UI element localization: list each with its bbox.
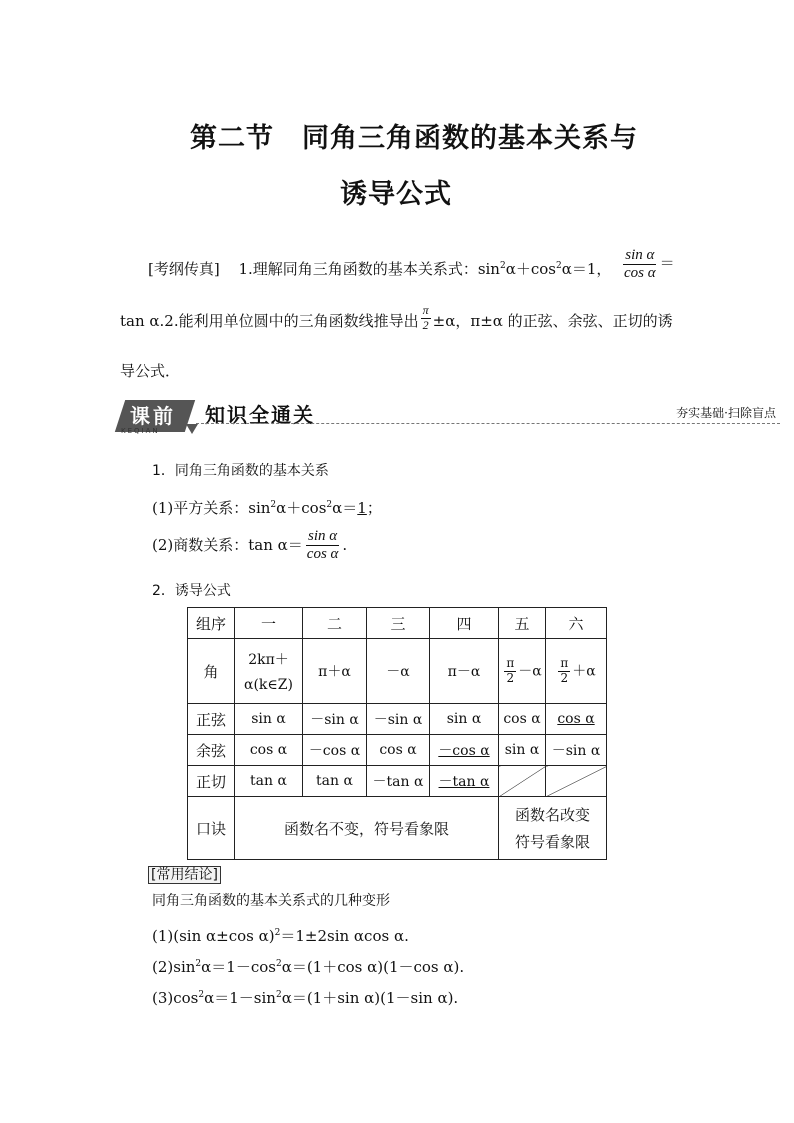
table-header-cell: 四 xyxy=(430,608,499,639)
row-label: 角 xyxy=(188,639,235,704)
page-title: 第二节 同角三角函数的基本关系与 xyxy=(190,123,638,154)
table-cell: －α xyxy=(367,639,430,704)
intro-tag: [考纲传真] xyxy=(148,260,220,278)
table-header-cell: 一 xyxy=(235,608,303,639)
formula-2: $(2)\sin^2\alpha=1-\cos^2\alpha=(1+\cos$ α)(1－cos α). xyxy=(152,958,465,976)
table-row-angle xyxy=(188,639,607,704)
intro-line3: 导公式． xyxy=(120,362,181,380)
rule-unchanged: 函数名不变，符号看象限 xyxy=(235,797,499,860)
table-row-sin xyxy=(188,704,607,735)
table-cell: －tan α xyxy=(430,766,499,797)
table-header-cell: 五 xyxy=(499,608,546,639)
formula-1: (1)(sin α±cos α)$^2$＝1±2sin αcos α. xyxy=(152,927,409,945)
rule-changed: 函数名改变 符号看象限 xyxy=(499,797,607,860)
table-cell-empty xyxy=(546,766,607,797)
table-cell: tan α xyxy=(235,766,303,797)
table-cell: －tan α xyxy=(367,766,430,797)
table-cell: π＋α xyxy=(303,639,367,704)
table-cell: tan α xyxy=(303,766,367,797)
banner-sub: KEQIAN xyxy=(121,427,160,435)
table-row-tan xyxy=(188,766,607,797)
banner-title: 知识全通关 xyxy=(205,403,315,427)
induction-table xyxy=(187,607,607,860)
table-cell: sin α xyxy=(430,704,499,735)
intro-line2: tan α.2.能利用单位圆中的三角函数线推导出 $\frac{\pi}{2}$ ±α，π±α 的正弦、余弦、正切的诱 xyxy=(120,302,673,332)
row-label: 正切 xyxy=(188,766,235,797)
common-tag: [常用结论] xyxy=(148,864,221,884)
table-cell: sin α xyxy=(235,704,303,735)
banner-triangle xyxy=(186,424,198,434)
row-label: 口诀 xyxy=(188,797,235,860)
section2-heading: 2．诱导公式 xyxy=(152,583,231,599)
table-header-cell: 组序 xyxy=(188,608,235,639)
banner-motto: 夯实基础·扫除盲点 xyxy=(676,406,776,420)
table-cell: －cos α xyxy=(430,735,499,766)
banner-tag: 课前 xyxy=(130,404,176,428)
common-lead: 同角三角函数的基本关系式的几种变形 xyxy=(152,893,390,909)
table-cell: －sin α xyxy=(303,704,367,735)
table-cell: cos α xyxy=(499,704,546,735)
table-cell: π－α xyxy=(430,639,499,704)
formula-3: $(3)\cos^2\alpha=1-\sin^2\alpha=(1+\sin$ α)(1－sin α). xyxy=(152,989,459,1007)
table-cell-empty xyxy=(499,766,546,797)
page-title-line2: 诱导公式 xyxy=(340,179,452,210)
quotient-relation: (2)商数关系：tan α＝ $\frac{\text{sin α}}{\text{cos α}}$ . xyxy=(152,528,348,563)
table-cell: sin α xyxy=(499,735,546,766)
table-header-cell: 六 xyxy=(546,608,607,639)
table-cell: cos α xyxy=(367,735,430,766)
table-cell: －sin α xyxy=(546,735,607,766)
table-cell: $\frac{\pi}{2}$ －α xyxy=(499,639,546,704)
section1-heading: 1．同角三角函数的基本关系 xyxy=(152,463,329,479)
row-label: 余弦 xyxy=(188,735,235,766)
table-header-row xyxy=(188,608,607,639)
table-row-cos xyxy=(188,735,607,766)
table-header-cell: 三 xyxy=(367,608,430,639)
square-relation: (1)平方关系：$\sin^2\alpha+\cos^2\alpha=1$； xyxy=(152,499,382,517)
table-header-cell: 二 xyxy=(303,608,367,639)
table-cell: －cos α xyxy=(303,735,367,766)
table-cell: cos α xyxy=(546,704,607,735)
intro-line1: [考纲传真] 1.理解同角三角函数的基本关系式：$\sin^2\alpha+\cos^2\alpha=1$， xyxy=(148,260,612,278)
table-cell: －sin α xyxy=(367,704,430,735)
intro-fraction: $\frac{\text{sin α}}{\text{cos α}}$ ＝ xyxy=(624,247,675,282)
row-label: 正弦 xyxy=(188,704,235,735)
table-cell: $\frac{\pi}{2}$ ＋α xyxy=(546,639,607,704)
table-cell: 2kπ＋ α(k∈Z) xyxy=(235,639,303,704)
table-cell: cos α xyxy=(235,735,303,766)
table-row-rule xyxy=(188,797,607,860)
banner-divider xyxy=(196,423,780,424)
